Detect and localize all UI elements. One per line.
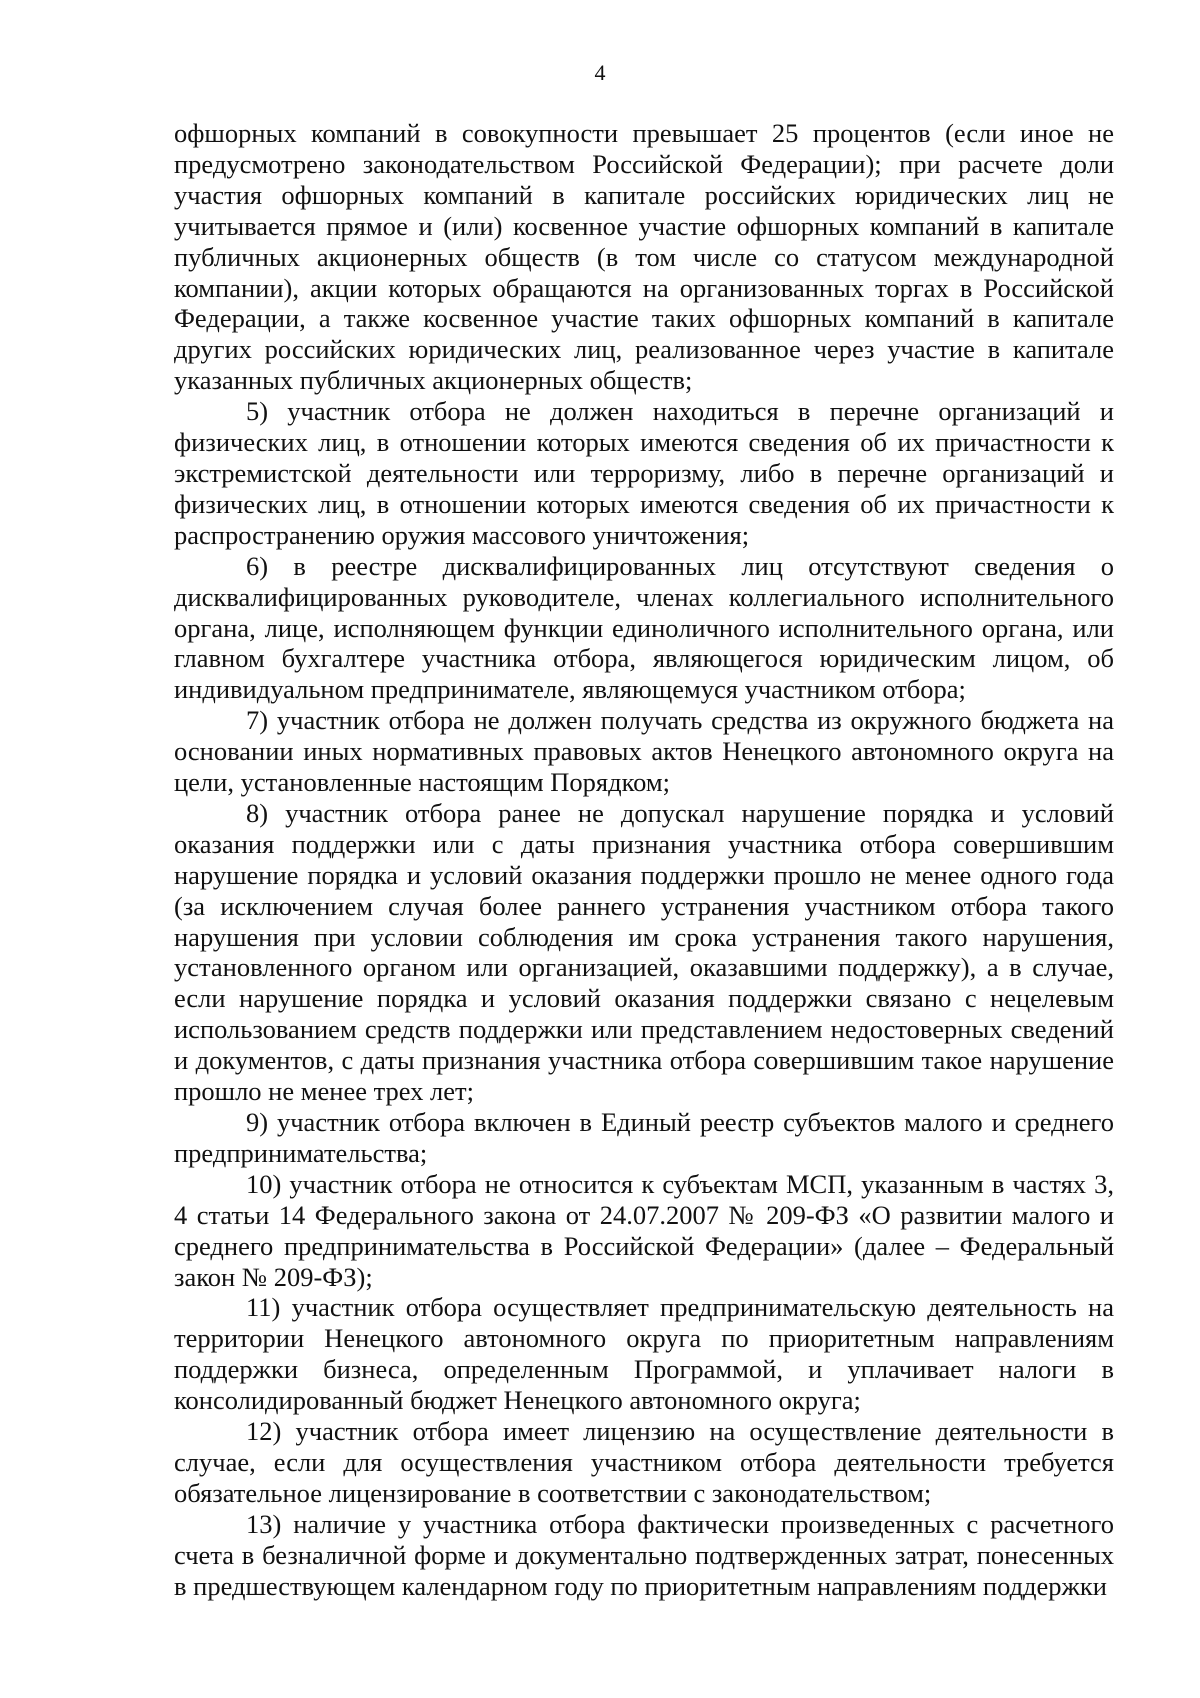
paragraph-item-10: 10) участник отбора не относится к субъектам МСП, указанным в частях 3, 4 статьи 14 Федерального закона от 24.07.2007 № 209-ФЗ «О развитии малого и среднего предпринимательства в Российской Федерации» (далее – Федеральный закон № 209-ФЗ); <box>174 1168 1114 1292</box>
paragraph-item-11: 11) участник отбора осуществляет предпринимательскую деятельность на территории Ненецкого автономного округа по приоритетным направлениям поддержки бизнеса, определенным Программой, и уплачивает налоги в консолидированный бюджет Ненецкого автономного округа; <box>174 1292 1114 1416</box>
paragraph-item-5: 5) участник отбора не должен находиться в перечне организаций и физических лиц, в отношении которых имеются сведения об их причастности к экстремистской деятельности или терроризму, либо в перечне организаций и физических лиц, в отношении которых имеются сведения об их причастности к распространению оружия массового уничтожения; <box>174 396 1114 550</box>
page-number: 4 <box>594 60 606 85</box>
paragraph-item-6: 6) в реестре дисквалифицированных лиц отсутствуют сведения о дисквалифицированных руководителе, членах коллегиального исполнительного органа, лице, исполняющем функции единоличного исполнительного органа, или главном бухгалтере участника отбора, являющегося юридическим лицом, об индивидуальном предпринимателе, являющемуся участником отбора; <box>174 550 1114 705</box>
paragraph-item-8: 8) участник отбора ранее не допускал нарушение порядка и условий оказания поддержки или с даты признания участника отбора совершившим нарушение порядка и условий оказания поддержки прошло не менее одного года (за исключением случая более раннего устранения участником отбора такого нарушения при условии соблюдения им срока устранения такого нарушения, установленного органом или организацией, оказавшими поддержку), а в случае, если нарушение порядка и условий оказания поддержки связано с нецелевым использованием средств поддержки или представлением недостоверных сведений и документов, с даты признания участника отбора совершившим такое нарушение прошло не менее трех лет; <box>174 797 1114 1107</box>
document-body <box>174 118 1114 1602</box>
paragraph-item-13: 13) наличие у участника отбора фактически произведенных с расчетного счета в безналичной форме и документально подтвержденных затрат, понесенных в предшествующем календарном году по приоритетным направлениям поддержки <box>174 1508 1114 1601</box>
paragraph-item-9: 9) участник отбора включен в Единый реестр субъектов малого и среднего предпринимательства; <box>174 1107 1114 1168</box>
paragraph-offshore-continuation: офшорных компаний в совокупности превышает 25 процентов (если иное не предусмотрено законодательством Российской Федерации); при расчете доли участия офшорных компаний в капитале российских юридических лиц не учитывается прямое и (или) косвенное участие офшорных компаний в капитале публичных акционерных обществ (в том числе со статусом международной компании), акции которых обращаются на организованных торгах в Российской Федерации, а также косвенное участие таких офшорных компаний в капитале других российских юридических лиц, реализованное через участие в капитале указанных публичных акционерных обществ; <box>174 118 1114 396</box>
paragraph-item-7: 7) участник отбора не должен получать средства из окружного бюджета на основании иных нормативных правовых актов Ненецкого автономного округа на цели, установленные настоящим Порядком; <box>174 705 1114 798</box>
paragraph-item-12: 12) участник отбора имеет лицензию на осуществление деятельности в случае, если для осуществления участником отбора деятельности требуется обязательное лицензирование в соответствии с законодательством; <box>174 1416 1114 1508</box>
